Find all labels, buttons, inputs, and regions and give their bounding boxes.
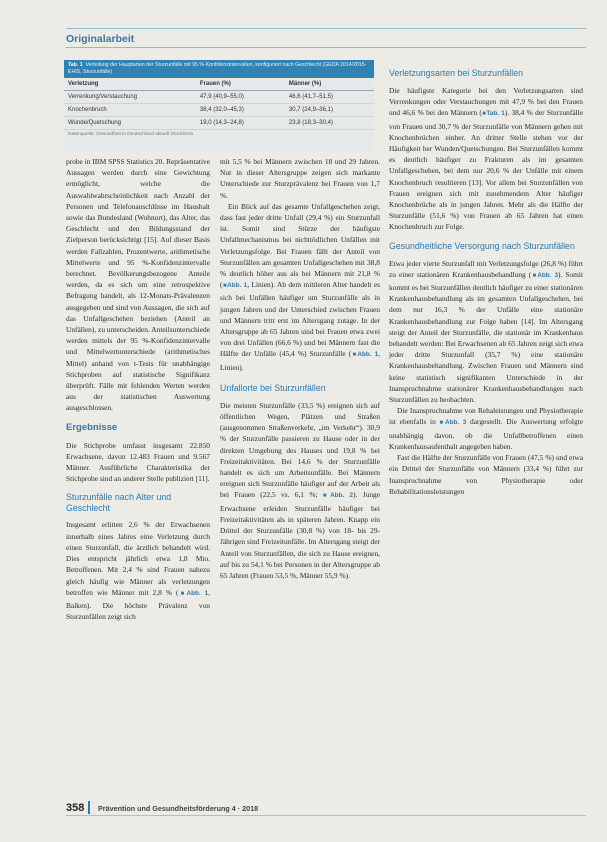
table-note: Datenquelle: Gesundheit in Deutschland aktuell 2014/2015 — [68, 132, 194, 137]
column-2 — [220, 156, 380, 581]
paragraph: Fast die Hälfte der Sturzunfälle von Frauen (47,5 %) und etwa ein Drittel der Sturzunfälle von Männern (33,4 %) führt zur Inanspruchnahme von Physiotherapie oder Rehabilitationsleistungen — [389, 453, 583, 496]
table-grid — [64, 78, 374, 130]
table-cell: Wunde/Quetschung — [64, 117, 196, 130]
column-1 — [66, 156, 210, 622]
paragraph — [220, 400, 380, 581]
table-cell: 46,6 (41,7–51,5) — [285, 91, 374, 104]
footer-rule — [66, 815, 586, 816]
text-run: , Linien). — [220, 349, 380, 372]
table-cell: Verrenkung/Verstauchung — [64, 91, 196, 104]
text-run: ). Somit kommt es bei Sturzunfällen deutlich häufiger zu einer stationären Krankenhausbehandlung als im gesamten Unfallgeschehen, bei dem nur 16,3 % der Unfälle eine stationäre Krankenhausbehandlung zur Folge haben [14]. Im Altersgang steigt der Anteil der Sturzunfälle, die stationär im Krankenhaus behandelt werden: Bei Erwachsenen ab 65 Jahren zeigt sich etwa jeder dritte Sturzunfall (35,7 %) eine stationäre Krankenhausbehandlung. Zwischen Frauen und Männern sind keine statistisch signifikanten Unterschiede in der Inanspruchnahme stationärer Krankenhausbehandlungen nach Sturzunfällen zu beobachten. — [389, 269, 584, 405]
table-cell: 38,4 (32,0–45,3) — [196, 104, 285, 117]
table-row — [64, 91, 374, 104]
table-header-cell: Verletzung — [64, 78, 196, 91]
heading-ergebnisse: Ergebnisse — [66, 421, 118, 433]
table-cell: 30,7 (24,9–36,1) — [285, 104, 374, 117]
figure-reference[interactable]: ■ Abb. 1 — [222, 282, 247, 289]
table-header-cell: Frauen (%) — [196, 78, 285, 91]
table-header-row — [64, 78, 374, 91]
text-run: Ein Blick auf das gesamte Unfallgeschehen zeigt, dass fast jeder dritte Unfall (29,4 %) ein Sturzunfall ist. Somit sind Stürze der häufigste Unfallmechanismus bei nichttödlichen Unfällen mit Verletzungsfolge. Bei Frauen fällt der Anteil von Sturzunfällen am gesamten Unfallgeschehen mit 38,8 % deutlich höher aus als bei Männern mit 21,8 % ( — [220, 201, 380, 290]
paragraph: Insgesamt erlitten 2,6 % der Erwachsenen innerhalb eines Jahres eine Verletzung durch einen Sturzunfall, die ärztlich behandelt wird. Dies entspricht jährlich etwa 1,8 Mio. Betroffenen. Mit 2,4 % sind Frauen nahezu gleich häufig wie Männer als verletzungen betroffen wie Männer mit 2,8 % (■ Abb. 1, Balken). Die höchste Prävalenz von Sturzunfällen zeigt sich — [66, 519, 210, 622]
text-run: ). 38,4 % der Sturzunfälle von Frauen und 30,7 % der Sturzunfälle von Männern gehen mit Knochenbrüchen einher. An dritter Stelle stehen vor der Häufigkeit her Wunden/Quetschungen. Bei Sturzunfällen kommt es deutlich häufiger zu Frakturen als im gesamten Unfallgeschehen, bei dem nur 20,6 % der Unfälle mit einem Knochenbruch resultieren [13]. Vor allem bei Sturzunfällen von Frauen ereignen sich mit zunehmendem Alter häufiger Knochenbrüche als in jungen Jahren. Mehr als die Hälfte der Sturzunfälle (51,6 %) von Frauen ab 65 Jahren hat einen Knochenbruch zur Folge. — [389, 108, 583, 232]
section-label: Originalarbeit — [66, 33, 135, 45]
figure-reference[interactable]: ■ Abb. 2 — [323, 492, 353, 499]
text-run: Die meisten Sturzunfälle (33,5 %) ereignen sich auf öffentlichen Wegen, Plätzen und Straßen (ausgenommen Straßenverkehr, „im Verkehr“). 30,9 % der Sturzunfälle passieren zu Hause oder in der direkten Umgebung des Hauses und 19,8 % bei Freizeitaktivitäten. Bei 14,6 % der Sturzunfälle handelt es sich um Arbeitsunfälle. Bei Männern ereignen sich Sturzunfälle häufiger auf der Arbeit als bei Frauen (22,5 vs. 6,1 %; — [220, 400, 380, 500]
paragraph — [389, 405, 583, 452]
text-run: Etwa jeder vierte Sturzunfall mit Verletzungsfolge (26,8 %) führt zu einer stationären Krankenhausbehandlung ( — [389, 258, 583, 279]
paragraph — [389, 85, 583, 233]
heading-verletzungsarten: Verletzungsarten bei Sturzunfällen — [389, 68, 523, 78]
table-cell: 19,0 (14,3–24,8) — [196, 117, 285, 130]
text-run: Die häufigste Kategorie bei den Verletzungsarten sind Verrenkungen oder Verstauchungen mit 47,9 % bei den Frauen und 46,6 % bei den Männern ( — [389, 86, 583, 118]
text-run: ). Junge Erwachsene erleiden Sturzunfälle häufiger bei Freizeitaktivitäten als in späteren Jahren. Knapp ein Drittel der Sturzunfälle (30,8 %) von 18- bis 29-Jährigen sind Freizeitunfälle. Im Altersgang steigt der Anteil von Sturzunfällen, die sich zu Hause ereignen, auf bis zu 54,1 % bei Personen in der Altersgruppe ab 65 Jahren (Frauen 53,5 %, Männer 55,9 %). — [220, 490, 380, 580]
paragraph — [220, 201, 380, 373]
heading-versorgung: Gesundheitliche Versorgung nach Sturzunfällen — [389, 240, 575, 251]
text-run: , Linien). Ab dem mittleren Alter handelt es sich bei Unfällen häufiger um Sturzunfälle als in jungen Jahren und der Unterschied zwischen Frauen und Männern tritt erst im Altersgang zutage. In der Altersgruppe ab 65 Jahren sind bei Frauen etwa zwei von drei Unfällen (66,6 %) und bei Männern fast die Hälfte der Unfälle (45,4 %) Sturzunfälle ( — [220, 280, 381, 359]
table-reference[interactable]: ■ Tab. 1 — [482, 110, 505, 117]
table-row — [64, 104, 374, 117]
text-run: , Balken). Die höchste Prävalenz von Sturzunfällen zeigt sich — [66, 587, 211, 622]
column-3 — [389, 68, 583, 497]
table-label: Tab. 1 — [68, 62, 83, 68]
text-run: dargestellt. Die Auswertung erfolgte unabhängig davon, ob die Unfallbetroffenen einen Krankenhausaufenthalt angegeben haben. — [389, 417, 583, 451]
figure-reference[interactable]: ■ Abb. 1 — [178, 590, 208, 597]
text-run: Die Inanspruchnahme von Rehaleistungen und Physiotherapie ist ebenfalls in — [389, 406, 583, 427]
figure-reference[interactable]: ■ Abb. 1 — [351, 351, 378, 358]
table-cell: 23,8 (18,3–30,4) — [285, 117, 374, 130]
figure-reference[interactable]: ■ Abb. 3 — [531, 272, 558, 279]
heading-alter-geschlecht: Sturzunfälle nach Alter und Geschlecht — [66, 492, 172, 514]
table-caption-text: Verteilung der Hauptarten der Sturzunfälle mit 95 %-Konfidenzintervallen, konfiguriert nach Geschlecht (GEDA 2014/2015-EHIS, Sturzunfälle) — [68, 62, 367, 75]
header-rule — [66, 28, 586, 29]
table-1 — [64, 60, 374, 152]
table-header-cell: Männer (%) — [285, 78, 374, 91]
table-cell: Knochenbruch — [64, 104, 196, 117]
text-run: Insgesamt erlitten 2,6 % der Erwachsenen innerhalb eines Jahres eine Verletzung durch einen Sturzunfall, die ärztlich behandelt wird. Dies entspricht jährlich etwa 1,8 Mio. Betroffenen. Mit 2,4 % sind Frauen nahezu gleich häufig wie Männer als verletzungen betroffen wie Männer mit 2,8 % — [66, 520, 210, 597]
paragraph: mit 5,5 % bei Männern zwischen 18 und 29 Jahren. Nur in dieser Altersgruppe zeigen sich markante Unterschiede zur Sturzprävalenz bei Frauen von 1,7 %. — [220, 157, 380, 200]
paragraph: probe in IBM SPSS Statistics 20. Repräsentative Aussagen werden durch eine Gewichtung ermöglicht, welche die Auswahlwahrscheinlichkeit nach Anzahl der Personen und Telefonanschlüsse im Haushalt sowie das Bundesland (Wohnort), das Alter, das Geschlecht und den Bildungsstand der Zielperson berücksichtigt [15]. Auf dieser Basis werden Fallzahlen, Prozentwerte, arithmetische Mittelwerte und 95 %-Konfidenzintervalle berechnet. Bevölkerungsbezogene Anteile werden, da es sich um eine retrospektive Befragung handelt, als 12-Monats-Prävalenzen ausgegeben und sind von Aussagen, die sich auf das Unfallgeschehen beziehen (Anteil an Unfällen), zu unterscheiden. Anteilsunterschiede werden mittels der 95 %-Konfidenzintervalle und Mittelwertunterschiede (arithmetisches Mittel) anhand von t-Tests für unabhängige Stichproben auf statistische Signifikanz überprüft. Fälle mit fehlenden Werten werden aus der statistischen Auswertung ausgeschlossen. — [66, 157, 210, 413]
page-number: 358 — [66, 802, 85, 814]
table-row — [64, 117, 374, 130]
figure-reference[interactable]: ■ Abb. 3 — [440, 419, 467, 426]
header-rule-bottom — [66, 47, 586, 48]
table-caption — [64, 60, 374, 78]
paragraph: Die Stichprobe umfasst insgesamt 22.850 Erwachsene, davon 12.483 Frauen und 9.567 Männer. Ausführliche Charakteristika der Stichprobe sind an anderer Stelle publiziert [11]. — [66, 440, 210, 484]
journal-title: Prävention und Gesundheitsförderung 4 · 2018 — [98, 804, 259, 813]
heading-unfallorte: Unfallorte bei Sturzunfällen — [220, 382, 326, 393]
table-cell: 47,9 (40,9–55,0) — [196, 91, 285, 104]
footer-separator — [88, 801, 90, 814]
paragraph — [389, 258, 583, 406]
